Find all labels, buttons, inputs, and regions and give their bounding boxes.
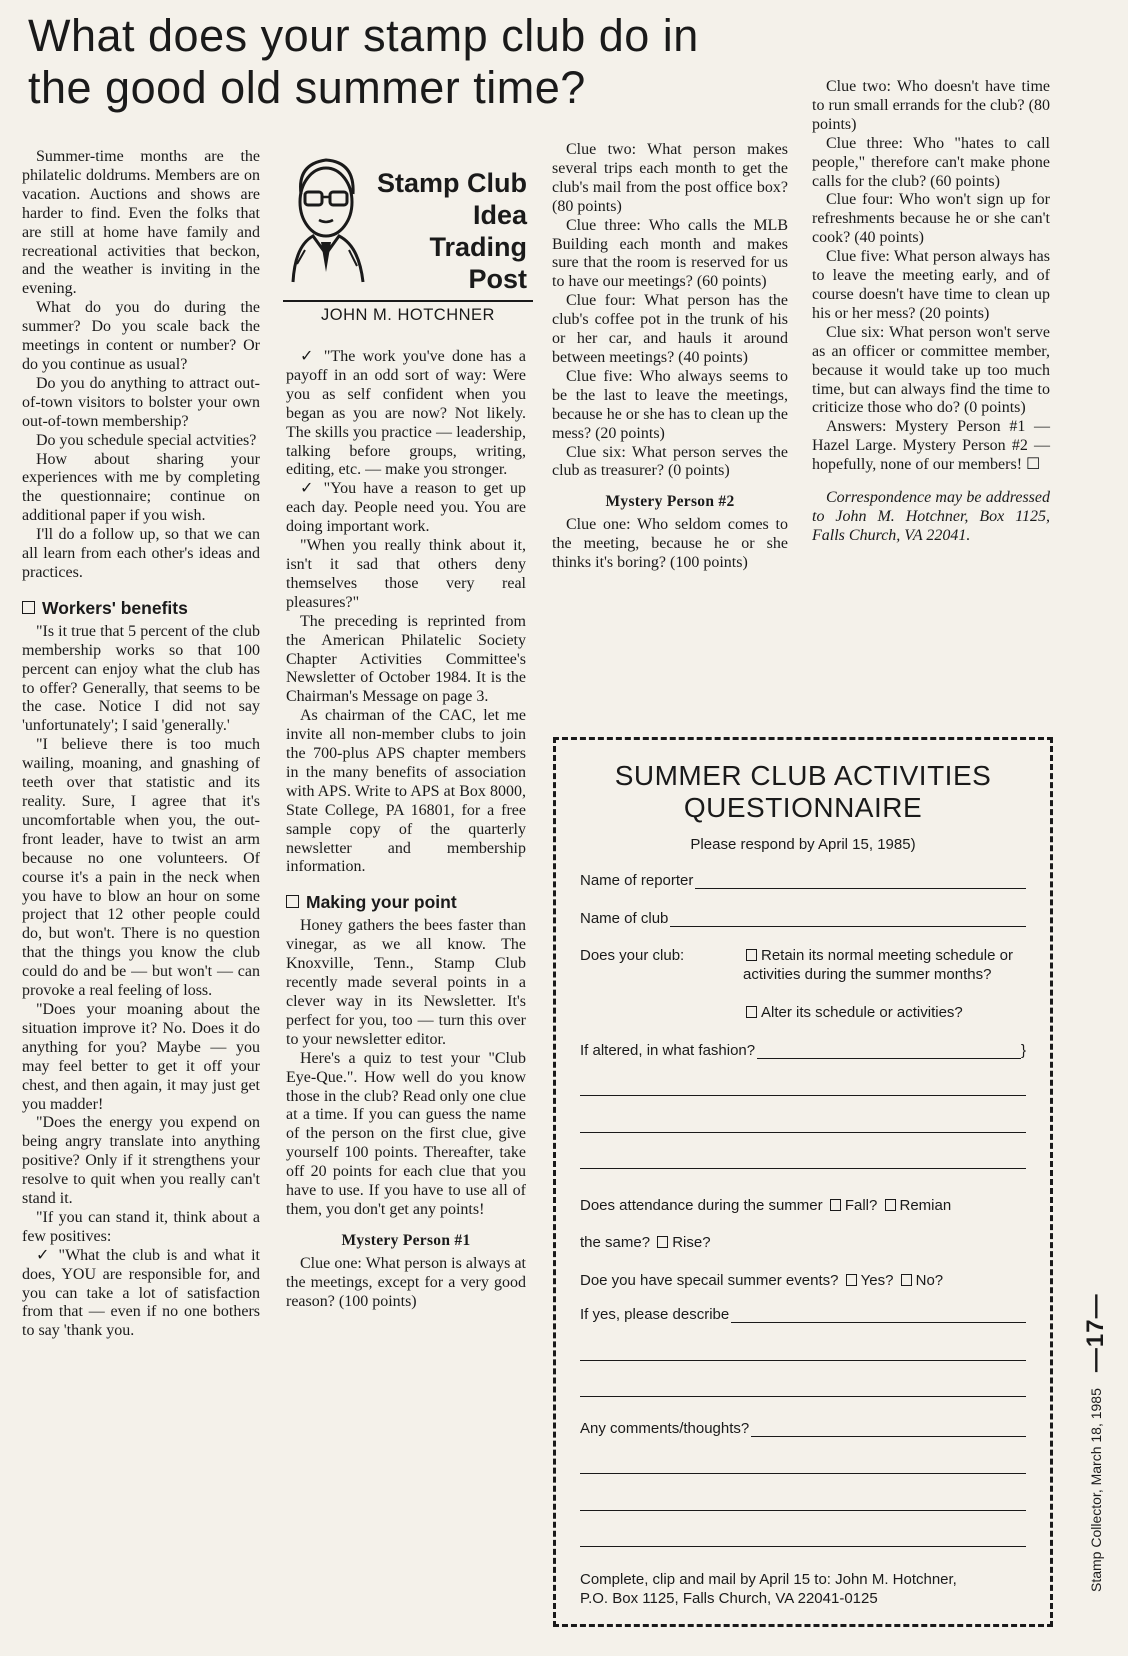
paragraph: Clue six: What person serves the club as treasurer? (0 points): [552, 443, 788, 480]
byline: JOHN M. HOTCHNER: [283, 300, 533, 325]
rise-checkbox[interactable]: [657, 1236, 668, 1248]
column-2: [286, 348, 526, 1312]
paragraph: Clue one: What person is always at the meetings, except for a very good reason? (100 points): [286, 1254, 526, 1310]
mystery-person-heading: Mystery Person #2: [605, 493, 735, 511]
describe-field[interactable]: If yes, please describe: [580, 1306, 1026, 1323]
altered-field[interactable]: If altered, in what fashion? }: [580, 1042, 1026, 1059]
respond-by-note: Please respond by April 15, 1985): [690, 836, 916, 853]
subhead-making-your-point: Making your point: [286, 891, 526, 913]
subhead-workers-benefits: Workers' benefits: [22, 597, 260, 619]
reporter-field[interactable]: Name of reporter: [580, 872, 1026, 889]
form-title: SUMMER CLUB ACTIVITIES QUESTIONNAIRE: [614, 760, 992, 823]
paragraph: ✓ "You have a reason to get up each day. People need you. You are doing important work.: [286, 480, 526, 536]
option-retain[interactable]: Retain its normal meeting schedule or activities during the summer months?: [743, 947, 1013, 983]
answer-line[interactable]: [580, 1168, 1026, 1169]
correspondence-note: Correspondence may be addressed to John M. Hotchner, Box 1125, Falls Church, VA 22041.: [812, 489, 1050, 544]
paragraph: ✓ "The work you've done has a payoff in an odd sort of way: Were you as self confident when you began as you are now? Not likely. The skills you practice — leadership, talking before groups, writing, editing, etc. — make you stronger.: [286, 348, 526, 479]
page-number: —17—: [1082, 1293, 1109, 1373]
alter-checkbox[interactable]: [746, 1006, 757, 1018]
mystery-person-heading: Mystery Person #1: [341, 1231, 471, 1249]
paragraph: Clue two: Who doesn't have time to run small errands for the club? (80 points): [812, 78, 1050, 133]
answer-line[interactable]: [580, 1360, 1026, 1361]
option-alter[interactable]: Alter its schedule or activities?: [743, 1003, 963, 1022]
no-checkbox[interactable]: [901, 1274, 912, 1286]
attendance-question-cont: the same? Rise?: [580, 1234, 711, 1251]
paragraph: Answers: Mystery Person #1 — Hazel Large. Mystery Person #2 — hopefully, none of our members! ☐: [812, 418, 1050, 474]
answer-line[interactable]: [580, 1510, 1026, 1511]
paragraph: Do you do anything to attract out-of-town visitors to bolster your own out-of-town membership?: [22, 374, 260, 430]
paragraph: Clue four: Who won't sign up for refreshments because he or she can't cook? (40 points): [812, 191, 1050, 247]
paragraph: "Is it true that 5 percent of the club membership works so that 100 percent can enjoy what the club has to offer? Generally, that seems to be the case. Notice I did not say 'unfortunately'; I said 'generally.': [22, 622, 260, 735]
answer-line[interactable]: [580, 1546, 1026, 1547]
paragraph: Clue three: Who calls the MLB Building each month and makes sure that the room is reserved for us to have our meetings? (60 points): [552, 216, 788, 291]
paragraph: Clue five: What person always has to leave the meeting early, and of course doesn't have time to clean up his or her mess? (20 points): [812, 248, 1050, 322]
answer-line[interactable]: [580, 1132, 1026, 1133]
paragraph: Summer-time months are the philatelic doldrums. Members are on vacation. Auctions and shows are harder to find. Even the folks that are still at home have family and recreational activities that beckon, and the weather is inviting in the evening.: [22, 148, 260, 298]
paragraph: As chairman of the CAC, let me invite all non-member clubs to join the 700-plus APS chapter members in the many benefits of association with APS. Write to APS at Box 8000, State College, PA 16801, for a free sample copy of the quarterly newsletter and membership information.: [286, 707, 526, 876]
paragraph: "Does the energy you expend on being angry translate into anything positive? Only if it strengthens your resolve to quit when you really can't stand it.: [22, 1114, 260, 1208]
answer-line[interactable]: [580, 1396, 1026, 1397]
fall-checkbox[interactable]: [830, 1199, 841, 1211]
paragraph: "If you can stand it, think about a few positives:: [22, 1208, 260, 1245]
portrait-sketch-icon: [283, 154, 369, 284]
does-your-club-label: Does your club:: [580, 947, 685, 964]
paragraph: Clue four: What person has the club's coffee pot in the trunk of his or her car, and hauls it around between meetings? (40 points): [552, 292, 788, 366]
column-4: [812, 78, 1050, 546]
paragraph: How about sharing your experiences with me by completing the questionnaire; continue on additional paper if you wish.: [22, 450, 260, 525]
logo-title-line: Stamp Club: [376, 168, 527, 198]
publication-line: Stamp Collector, March 18, 1985: [1088, 1388, 1104, 1592]
club-field[interactable]: Name of club: [580, 910, 1026, 927]
attendance-question: Does attendance during the summer Fall? Remian: [580, 1197, 952, 1214]
retain-checkbox[interactable]: [746, 949, 757, 961]
paragraph: Clue six: What person won't serve as an officer or committee member, because it would take up too much time, but can always find the time to criticize those who do? (0 points): [812, 323, 1050, 417]
questionnaire-coupon: [553, 737, 1053, 1627]
mailing-instructions: Complete, clip and mail by April 15 to: John M. Hotchner, P.O. Box 1125, Falls Church, VA 22041-0125: [580, 1571, 957, 1607]
checkbox-bullet-icon: [286, 895, 299, 908]
paragraph: ✓ "What the club is and what it does, YOU are responsible for, and you can take a lot of satisfaction from that — even if no one bothers to say 'thank you.: [22, 1246, 260, 1340]
logo-title-line: Idea: [472, 200, 527, 230]
paragraph: Clue five: Who always seems to be the last to leave the meetings, because he or she has to clean up the mess? (20 points): [552, 367, 788, 442]
paragraph: Clue two: What person makes several trips each month to get the club's mail from the post office box? (80 points): [552, 141, 788, 215]
yes-checkbox[interactable]: [846, 1274, 857, 1286]
paragraph: Clue three: Who "hates to call people," therefore can't make phone calls for the club? (60 points): [812, 134, 1050, 190]
remain-checkbox[interactable]: [885, 1199, 896, 1211]
paragraph: Do you schedule special actvities?: [36, 431, 257, 449]
paragraph: "I believe there is too much wailing, moaning, and gnashing of teeth over that statistic and its reality. Sure, I agree that it's uncomfortable when you, the out-front leader, have to twist an arm because no one volunteers. Of course it's a pain in the neck when you have to blow an hour on some project that 12 other people could do, but won't. There is no question that the things you know the club could do and be — but won't — can provoke a real feeling of loss.: [22, 736, 260, 1000]
paragraph: Honey gathers the bees faster than vinegar, as we all know. The Knoxville, Tenn., Stamp Club recently made several points in a clever way in its Newsletter. It's perfect for you, too — turn this over to your newsletter editor.: [286, 917, 526, 1048]
paragraph: I'll do a follow up, so that we can all learn from each other's ideas and practices.: [22, 526, 260, 581]
answer-line[interactable]: [580, 1473, 1026, 1474]
paragraph: "When you really think about it, isn't it sad that others deny themselves those very real pleasures?": [286, 537, 526, 611]
logo-title-line: Trading: [429, 232, 527, 262]
page-folio: [1080, 1292, 1112, 1592]
events-question: Doe you have specail summer events? Yes? No?: [580, 1272, 944, 1289]
column-3: [552, 141, 788, 573]
headline: What does your stamp club do in the good old summer time?: [28, 10, 699, 113]
paragraph: The preceding is reprinted from the American Philatelic Society Chapter Activities Committee's Newsletter of October 1984. It is the Chairman's Message on page 3.: [286, 612, 526, 706]
answer-line[interactable]: [580, 1095, 1026, 1096]
paragraph: Clue one: Who seldom comes to the meeting, because he or she thinks it's boring? (100 points): [552, 516, 788, 572]
column-logo: [283, 150, 533, 326]
paragraph: What do you do during the summer? Do you scale back the meetings in content or number? Or do you continue as usual?: [22, 299, 260, 373]
paragraph: Here's a quiz to test your "Club Eye-Que.". How well do you know those in the club? Read only one clue at a time. If you can guess the name of the person on the first clue, give yourself 100 points. Thereafter, take off 20 points for each clue that you have to use. If you have to use all of them, you don't get any points!: [286, 1049, 526, 1218]
column-1: [22, 148, 260, 1341]
checkbox-bullet-icon: [22, 601, 35, 614]
paragraph: "Does your moaning about the situation improve it? No. Does it do anything for you? Maybe — you may feel better to get it off your chest, and then again, it may just get you madder!: [22, 1000, 260, 1113]
comments-field[interactable]: Any comments/thoughts?: [580, 1420, 1026, 1437]
logo-title-line: Post: [468, 264, 527, 294]
